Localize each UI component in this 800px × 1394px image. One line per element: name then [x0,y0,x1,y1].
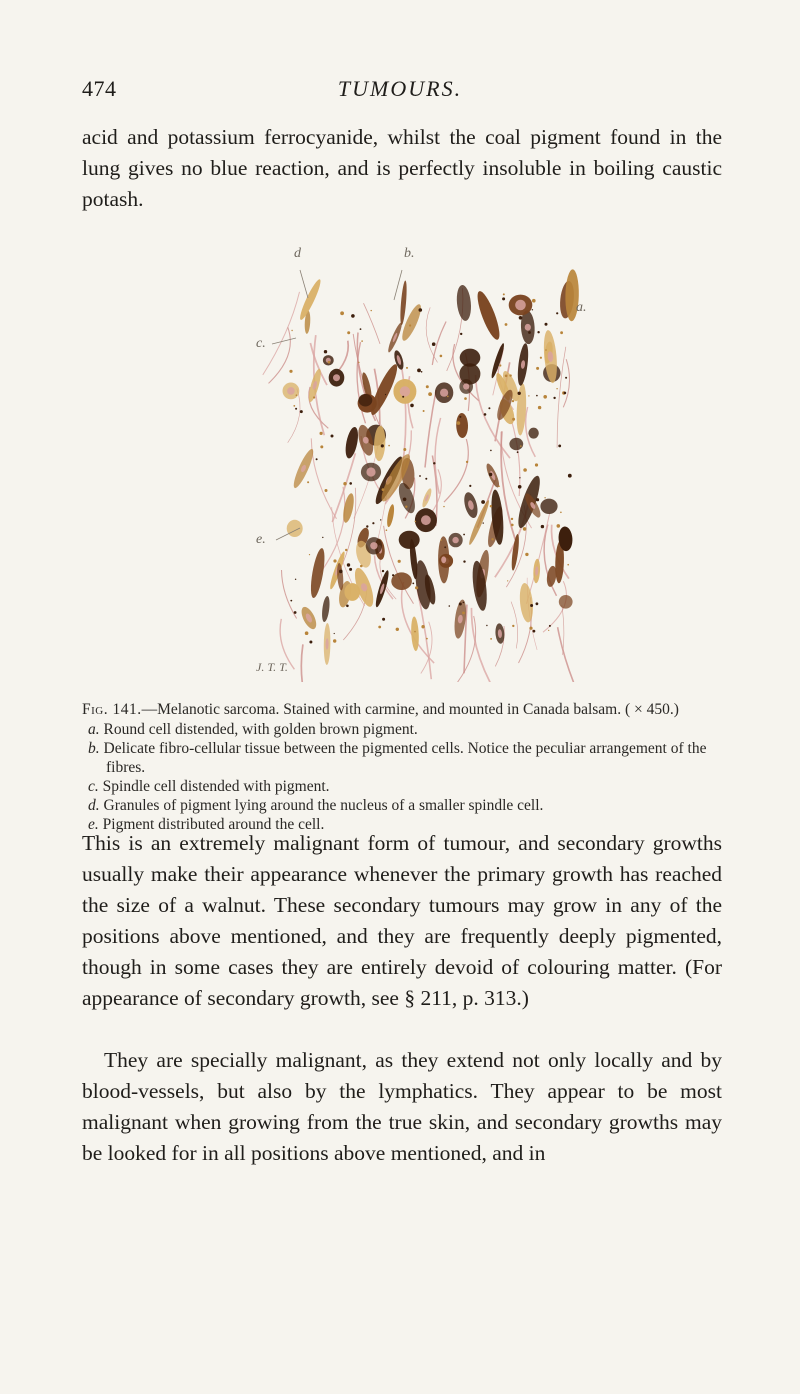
pigment-granule [548,630,549,631]
pigment-granule [532,309,533,310]
figure-caption [82,700,722,834]
artist-initials: J. T. T. [256,660,288,674]
legend-item: b. Delicate fibro-cellular tissue between the pigmented cells. Notice the peculiar arrangement of the fibres. [88,740,707,776]
cell-nucleus [287,387,295,395]
caption-text: —Melanotic sarcoma. Stained with carmine, and mounted in Canada balsam. ( × 450.) [141,701,679,718]
legend-item: a. Round cell distended, with golden brown pigment. [88,721,418,738]
pigment-granule [462,612,465,615]
legend-item: e. Pigment distributed around the cell. [88,816,325,833]
pigment-granule [385,394,386,395]
pigment-granule [309,554,310,555]
cell-nucleus [515,300,526,311]
round-cell [399,531,420,549]
pigment-granule [512,418,515,421]
pigment-granule [557,524,561,528]
pigment-granule [415,521,417,523]
pigment-granule [333,639,336,642]
pigment-granule [433,462,435,464]
cell-nucleus [463,383,469,389]
pigment-granule [305,631,309,635]
pigment-granule [537,331,539,333]
cell-nucleus [440,389,448,397]
pigment-granule [556,388,557,389]
pigment-granule [382,570,384,572]
pigment-granule [349,482,352,485]
pigment-granule [549,625,551,627]
pigment-granule [294,611,297,614]
pigment-granule [519,316,523,320]
pigment-granule [358,362,359,363]
pigment-granule [507,580,508,581]
legend-item: c. Spindle cell distended with pigment. [88,778,330,795]
pigment-granule [502,297,505,300]
pigment-granule [449,605,451,607]
pigment-granule [511,518,513,520]
pigment-granule [345,549,347,551]
pigment-granule [460,333,462,335]
pigment-granule [464,397,467,400]
cell-nucleus [366,467,375,476]
pigment-granule [346,605,349,608]
paragraph-spread: They are specially malignant, as they extend not only locally and by blood-vessels, but also by the lymphatics. They appear to be most malignant when growing from the true skin, and secondary growths may be looked for in all positions above mentioned, and in [82,1048,722,1165]
pigment-granule [535,463,538,466]
pigment-granule [459,603,462,606]
pigment-granule [425,478,427,480]
pigment-granule [469,485,471,487]
round-cell [509,438,523,450]
pigment-granule [417,369,421,373]
pigment-granule [491,538,493,540]
pigment-granule [505,375,508,378]
pigment-granule [536,395,538,397]
cell-nucleus [370,542,377,549]
pigment-granule [541,525,544,528]
pigment-granule [558,445,561,448]
pigment-granule [419,308,423,312]
pigment-granule [441,539,443,541]
pigment-granule [490,450,492,452]
pigment-granule [403,448,406,451]
round-cell [559,595,573,609]
pigment-granule [523,527,527,531]
cell-nucleus [421,515,431,525]
pigment-granule [443,506,444,507]
pigment-granule [523,468,527,472]
pigment-granule [366,525,368,527]
pigment-granule [396,628,399,631]
pigment-granule [309,641,312,644]
pigment-granule [490,638,492,640]
pigment-granule [403,498,407,502]
pigment-granule [426,638,428,640]
pigment-granule [360,328,362,330]
histology-drawing [250,258,610,682]
paragraph-malignancy: This is an extremely malignant form of tumour, and secondary growths usually make their appearance whenever the primary growth has reached the size of a walnut. These secondary tumours may grow in any of the positions above mentioned, and they are frequently deeply pigmented, though in some cases they are entirely devoid of colouring matter. (For appearance of secondary growth, see § 211, p. 313.) [82,831,722,1010]
pigment-granule [295,579,296,580]
figure-number: Fig. 141. [82,701,142,718]
pigment-granule [322,537,323,538]
pigment-granule [432,342,436,346]
pigment-granule [489,473,492,476]
pigment-granule [512,400,514,402]
pigment-granule [333,559,336,562]
pigment-granule [398,560,401,563]
pigment-granule [528,395,529,396]
pigment-granule [415,586,418,589]
figure-label-d: d [294,246,301,261]
pigment-granule [545,323,548,326]
pigment-granule [556,312,558,314]
pigment-granule [324,350,327,353]
pigment-granule [536,602,539,605]
pigment-granule [466,461,468,463]
cell-nucleus [400,386,410,396]
pigment-granule [426,385,429,388]
figure-label-c: c. [256,336,266,351]
pigment-granule [463,534,465,536]
pigment-granule [423,410,425,412]
pigment-granule [388,445,390,447]
pigment-granule [361,340,363,342]
pigment-granule [457,421,461,425]
pigment-granule [428,392,432,396]
pigment-granule [349,568,352,571]
pigment-granule [421,371,423,373]
pigment-granule [544,497,545,498]
pigment-granule [459,416,461,418]
pigment-granule [540,357,542,359]
pigment-granule [509,374,511,376]
pigment-granule [313,396,315,398]
pigment-granule [360,565,363,568]
pigment-granule [331,435,334,438]
pigment-granule [499,364,501,366]
pigment-granule [567,564,569,566]
pigment-granule [406,367,408,369]
page-number: 474 [82,76,117,101]
pigment-granule [371,310,372,311]
pigment-granule [533,630,536,633]
pigment-granule [334,633,335,634]
pigment-granule [503,293,505,295]
pigment-granule [289,370,292,373]
pigment-granule [512,625,514,627]
pigment-granule [347,331,350,334]
pigment-granule [518,392,521,395]
pigment-granule [529,627,532,630]
pigment-granule [545,349,547,351]
pigment-granule [347,563,350,566]
page-header [82,76,718,104]
pigment-granule [382,618,385,621]
pigment-granule [392,574,394,576]
pigment-granule [381,444,384,447]
pigment-granule [483,522,484,523]
pigment-granule [402,396,404,398]
pigment-granule [343,482,346,485]
cell-nucleus [333,374,340,381]
round-cell [344,583,360,601]
pigment-granule [517,451,519,453]
pigment-granule [447,396,449,398]
pigment-granule [520,445,522,447]
pigment-granule [340,311,344,315]
pigment-granule [409,324,411,326]
pigment-granule [484,413,487,416]
pigment-granule [291,330,292,331]
pigment-granule [316,458,318,460]
pigment-granule [565,377,567,379]
pigment-granule [518,485,522,489]
pigment-granule [405,506,407,508]
pigment-granule [382,488,385,491]
pigment-granule [320,432,323,435]
pigment-granule [486,625,487,626]
pigment-granule [463,560,465,562]
pigment-granule [490,505,492,507]
pigment-granule [290,600,292,602]
pigment-granule [412,583,414,585]
pigment-granule [410,404,414,408]
pigment-granule [295,408,297,410]
round-cell [359,394,373,407]
pigment-granule [328,361,331,364]
pigment-granule [378,626,381,629]
round-cell [528,428,538,439]
running-head: TUMOURS. [337,76,463,101]
pigment-granule [538,406,541,409]
pigment-granule [525,553,528,556]
figure-label-a: a. [576,300,587,315]
pigment-granule [307,481,309,483]
paragraph-continued: acid and potassium ferrocyanide, whilst the coal pigment found in the lung gives no blue reaction, and is perfectly insoluble in boiling caustic potash. [82,125,722,211]
pigment-granule [568,474,572,478]
figure-label-e: e. [256,532,266,547]
pigment-granule [536,367,539,370]
pigment-granule [519,477,520,478]
round-cell [391,572,412,590]
pigment-granule [536,498,539,501]
pigment-granule [560,512,562,514]
pigment-granule [481,500,485,504]
caption-title [82,700,722,719]
pigment-granule [372,522,374,524]
figure-label-b: b. [404,246,415,261]
pigment-granule [351,314,355,318]
pigment-granule [488,407,490,409]
pigment-granule [325,489,328,492]
pigment-granule [564,392,567,395]
pigment-granule [414,631,416,633]
pigment-granule [444,546,446,548]
pigment-granule [553,397,555,399]
pigment-granule [440,355,443,358]
figure-illustration [250,246,610,682]
pigment-granule [293,405,295,407]
pigment-granule [386,529,388,531]
pigment-granule [296,394,298,396]
legend-item: d. Granules of pigment lying around the nucleus of a smaller spindle cell. [88,797,544,814]
pigment-granule [339,570,343,574]
pigment-granule [300,410,303,413]
pigment-granule [419,475,421,477]
pigment-granule [498,485,500,487]
pigment-granule [505,323,508,326]
round-cell [540,499,557,514]
pigment-granule [528,331,531,334]
pigment-granule [560,331,563,334]
cell-nucleus [452,537,458,543]
pigment-granule [380,519,381,520]
pigment-granule [421,625,424,628]
pigment-granule [320,445,323,448]
pigment-granule [463,602,465,604]
round-cell [287,520,303,537]
pigment-granule [511,524,514,527]
pigment-granule [530,604,533,607]
pigment-granule [532,299,536,303]
pigment-granule [543,395,547,399]
